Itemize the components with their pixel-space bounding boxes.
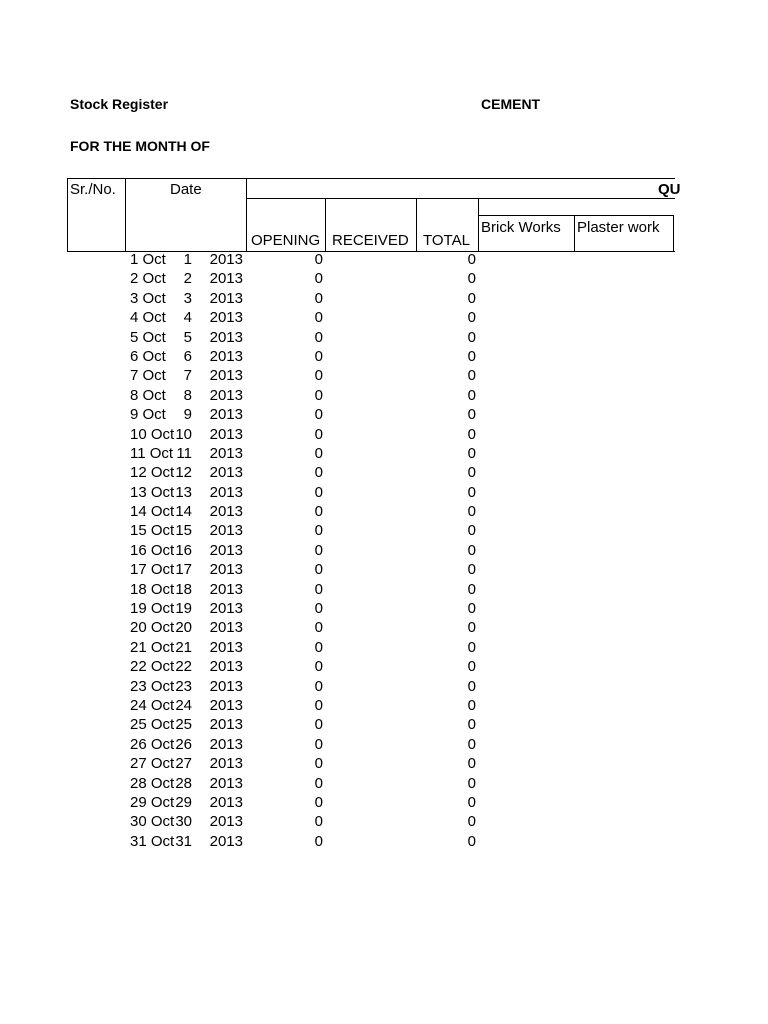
date-day-cell: 8 Oct — [130, 386, 166, 404]
date-day-cell: 21 Oct — [130, 638, 175, 656]
opening-cell: 0 — [314, 503, 323, 521]
table-row — [68, 328, 488, 347]
date-year-cell: 2013 — [209, 444, 243, 462]
date-day-cell: 26 Oct — [130, 735, 175, 753]
table-row — [68, 250, 488, 269]
date-day-cell: 16 Oct — [130, 541, 175, 559]
opening-cell: 0 — [314, 347, 323, 365]
sr-cell: 31 — [175, 832, 192, 850]
sr-cell: 8 — [183, 386, 192, 404]
date-day-cell: 17 Oct — [130, 561, 175, 579]
sr-cell: 5 — [183, 328, 192, 346]
sr-cell: 24 — [175, 696, 192, 714]
date-year-cell: 2013 — [209, 619, 243, 637]
total-cell: 0 — [467, 522, 476, 540]
total-cell: 0 — [467, 309, 476, 327]
col-header-brick-works: Brick Works — [481, 219, 561, 236]
total-cell: 0 — [467, 774, 476, 792]
table-row — [68, 560, 488, 579]
opening-cell: 0 — [314, 638, 323, 656]
sr-cell: 12 — [175, 464, 192, 482]
date-year-cell: 2013 — [209, 270, 243, 288]
date-day-cell: 31 Oct — [130, 832, 175, 850]
total-cell: 0 — [467, 464, 476, 482]
date-year-cell: 2013 — [209, 638, 243, 656]
date-day-cell: 4 Oct — [130, 309, 166, 327]
opening-cell: 0 — [314, 774, 323, 792]
opening-cell: 0 — [314, 464, 323, 482]
total-cell: 0 — [467, 503, 476, 521]
date-day-cell: 7 Oct — [130, 367, 166, 385]
table-row — [68, 677, 488, 696]
date-year-cell: 2013 — [209, 522, 243, 540]
date-day-cell: 5 Oct — [130, 328, 166, 346]
table-row — [68, 541, 488, 560]
total-cell: 0 — [467, 638, 476, 656]
sr-cell: 6 — [183, 347, 192, 365]
table-row — [68, 696, 488, 715]
sr-cell: 20 — [175, 619, 192, 637]
col-header-plaster-work: Plaster work — [577, 219, 660, 236]
total-cell: 0 — [467, 483, 476, 501]
document-title: Stock Register — [70, 96, 169, 112]
date-year-cell: 2013 — [209, 696, 243, 714]
date-day-cell: 27 Oct — [130, 755, 175, 773]
date-day-cell: 3 Oct — [130, 289, 166, 307]
date-year-cell: 2013 — [209, 716, 243, 734]
sr-column-divider — [125, 178, 126, 252]
date-day-cell: 23 Oct — [130, 677, 175, 695]
date-year-cell: 2013 — [209, 735, 243, 753]
opening-cell: 0 — [314, 541, 323, 559]
col-header-sr: Sr./No. — [70, 181, 116, 198]
date-year-cell: 2013 — [209, 600, 243, 618]
opening-cell: 0 — [314, 406, 323, 424]
opening-cell: 0 — [314, 251, 323, 268]
sr-cell: 16 — [175, 541, 192, 559]
opening-cell: 0 — [314, 522, 323, 540]
sr-cell: 1 — [183, 251, 192, 268]
date-year-cell: 2013 — [209, 541, 243, 559]
total-cell: 0 — [467, 832, 476, 850]
table-row — [68, 269, 488, 288]
sr-cell: 23 — [175, 677, 192, 695]
date-day-cell: 20 Oct — [130, 619, 175, 637]
date-day-cell: 29 Oct — [130, 793, 175, 811]
total-cell: 0 — [467, 270, 476, 288]
opening-cell: 0 — [314, 561, 323, 579]
table-row — [68, 754, 488, 773]
total-cell: 0 — [467, 425, 476, 443]
table-row — [68, 483, 488, 502]
table-row — [68, 521, 488, 540]
usage-group-divider — [478, 215, 674, 216]
sr-cell: 9 — [183, 406, 192, 424]
date-day-cell: 14 Oct — [130, 503, 175, 521]
sr-cell: 17 — [175, 561, 192, 579]
table-row — [68, 580, 488, 599]
date-year-cell: 2013 — [209, 464, 243, 482]
table-row — [68, 444, 488, 463]
date-day-cell: 9 Oct — [130, 406, 166, 424]
table-row — [68, 657, 488, 676]
total-column-divider — [478, 198, 479, 252]
table-row — [68, 463, 488, 482]
sr-cell: 7 — [183, 367, 192, 385]
table-row — [68, 289, 488, 308]
total-cell: 0 — [467, 367, 476, 385]
total-cell: 0 — [467, 793, 476, 811]
date-day-cell: 1 Oct — [130, 251, 166, 268]
table-row — [68, 366, 488, 385]
date-year-cell: 2013 — [209, 483, 243, 501]
sr-cell: 27 — [175, 755, 192, 773]
table-row — [68, 774, 488, 793]
table-row — [68, 715, 488, 734]
table-row — [68, 793, 488, 812]
total-cell: 0 — [467, 813, 476, 831]
date-year-cell: 2013 — [209, 425, 243, 443]
total-cell: 0 — [467, 735, 476, 753]
total-cell: 0 — [467, 289, 476, 307]
sr-cell: 3 — [183, 289, 192, 307]
col-header-opening: OPENING — [251, 232, 321, 249]
total-cell: 0 — [467, 716, 476, 734]
opening-cell: 0 — [314, 328, 323, 346]
opening-cell: 0 — [314, 386, 323, 404]
sr-cell: 4 — [183, 309, 192, 327]
opening-cell: 0 — [314, 658, 323, 676]
date-day-cell: 12 Oct — [130, 464, 175, 482]
date-year-cell: 2013 — [209, 774, 243, 792]
date-year-cell: 2013 — [209, 309, 243, 327]
total-cell: 0 — [467, 561, 476, 579]
opening-cell: 0 — [314, 309, 323, 327]
sr-cell: 11 — [176, 444, 192, 462]
col-header-date: Date — [170, 181, 202, 198]
date-day-cell: 25 Oct — [130, 716, 175, 734]
quantity-group-divider — [246, 198, 675, 199]
sr-cell: 29 — [175, 793, 192, 811]
date-day-cell: 2 Oct — [130, 270, 166, 288]
opening-cell: 0 — [314, 755, 323, 773]
received-column-divider — [416, 198, 417, 252]
date-day-cell: 13 Oct — [130, 483, 175, 501]
plaster-column-right-border — [673, 215, 674, 252]
table-row — [68, 405, 488, 424]
date-year-cell: 2013 — [209, 386, 243, 404]
total-cell: 0 — [467, 658, 476, 676]
date-year-cell: 2013 — [209, 561, 243, 579]
opening-cell: 0 — [314, 444, 323, 462]
date-year-cell: 2013 — [209, 832, 243, 850]
table-row — [68, 347, 488, 366]
date-day-cell: 6 Oct — [130, 347, 166, 365]
date-day-cell: 11 Oct — [130, 444, 174, 462]
sr-cell: 25 — [175, 716, 192, 734]
date-year-cell: 2013 — [209, 406, 243, 424]
date-year-cell: 2013 — [209, 580, 243, 598]
opening-column-divider — [325, 198, 326, 252]
total-cell: 0 — [467, 347, 476, 365]
table-row — [68, 599, 488, 618]
opening-cell: 0 — [314, 813, 323, 831]
sr-cell: 28 — [175, 774, 192, 792]
total-cell: 0 — [467, 406, 476, 424]
total-cell: 0 — [467, 541, 476, 559]
table-row — [68, 425, 488, 444]
col-header-total: TOTAL — [423, 232, 470, 249]
month-label: FOR THE MONTH OF — [70, 138, 210, 154]
total-cell: 0 — [467, 444, 476, 462]
opening-cell: 0 — [314, 832, 323, 850]
table-row — [68, 832, 488, 851]
date-day-cell: 24 Oct — [130, 696, 175, 714]
col-header-received: RECEIVED — [332, 232, 409, 249]
sr-cell: 15 — [175, 522, 192, 540]
stock-rows — [68, 250, 488, 851]
date-column-divider — [246, 178, 247, 252]
total-cell: 0 — [467, 677, 476, 695]
table-row — [68, 308, 488, 327]
sr-cell: 2 — [183, 270, 192, 288]
sr-cell: 14 — [175, 503, 192, 521]
date-day-cell: 22 Oct — [130, 658, 175, 676]
date-year-cell: 2013 — [209, 503, 243, 521]
opening-cell: 0 — [314, 270, 323, 288]
sr-cell: 10 — [175, 425, 192, 443]
table-row — [68, 735, 488, 754]
opening-cell: 0 — [314, 696, 323, 714]
total-cell: 0 — [467, 755, 476, 773]
opening-cell: 0 — [314, 619, 323, 637]
date-year-cell: 2013 — [209, 347, 243, 365]
material-name: CEMENT — [481, 96, 541, 112]
opening-cell: 0 — [314, 483, 323, 501]
date-day-cell: 18 Oct — [130, 580, 175, 598]
date-year-cell: 2013 — [209, 367, 243, 385]
total-cell: 0 — [467, 251, 476, 268]
date-day-cell: 15 Oct — [130, 522, 175, 540]
date-day-cell: 30 Oct — [130, 813, 175, 831]
total-cell: 0 — [467, 580, 476, 598]
total-cell: 0 — [467, 696, 476, 714]
table-row — [68, 618, 488, 637]
opening-cell: 0 — [314, 289, 323, 307]
sr-cell: 19 — [175, 600, 192, 618]
opening-cell: 0 — [314, 425, 323, 443]
date-day-cell: 28 Oct — [130, 774, 175, 792]
sr-cell: 26 — [175, 735, 192, 753]
date-year-cell: 2013 — [209, 677, 243, 695]
table-row — [68, 812, 488, 831]
opening-cell: 0 — [314, 716, 323, 734]
total-cell: 0 — [467, 328, 476, 346]
opening-cell: 0 — [314, 677, 323, 695]
opening-cell: 0 — [314, 600, 323, 618]
quantity-group-label: QU — [658, 181, 681, 198]
date-year-cell: 2013 — [209, 793, 243, 811]
date-day-cell: 10 Oct — [130, 425, 175, 443]
brick-column-divider — [574, 215, 575, 252]
date-day-cell: 19 Oct — [130, 600, 175, 618]
opening-cell: 0 — [314, 367, 323, 385]
date-year-cell: 2013 — [209, 289, 243, 307]
sr-cell: 30 — [175, 813, 192, 831]
opening-cell: 0 — [314, 580, 323, 598]
opening-cell: 0 — [314, 735, 323, 753]
quantity-group-header — [478, 180, 681, 198]
table-row — [68, 638, 488, 657]
table-row — [68, 386, 488, 405]
sr-cell: 18 — [175, 580, 192, 598]
sr-cell: 13 — [175, 483, 192, 501]
date-year-cell: 2013 — [209, 658, 243, 676]
table-row — [68, 502, 488, 521]
date-year-cell: 2013 — [209, 328, 243, 346]
date-year-cell: 2013 — [209, 813, 243, 831]
date-year-cell: 2013 — [209, 251, 243, 268]
total-cell: 0 — [467, 386, 476, 404]
date-year-cell: 2013 — [209, 755, 243, 773]
opening-cell: 0 — [314, 793, 323, 811]
sr-cell: 22 — [175, 658, 192, 676]
total-cell: 0 — [467, 619, 476, 637]
total-cell: 0 — [467, 600, 476, 618]
sr-cell: 21 — [175, 638, 192, 656]
